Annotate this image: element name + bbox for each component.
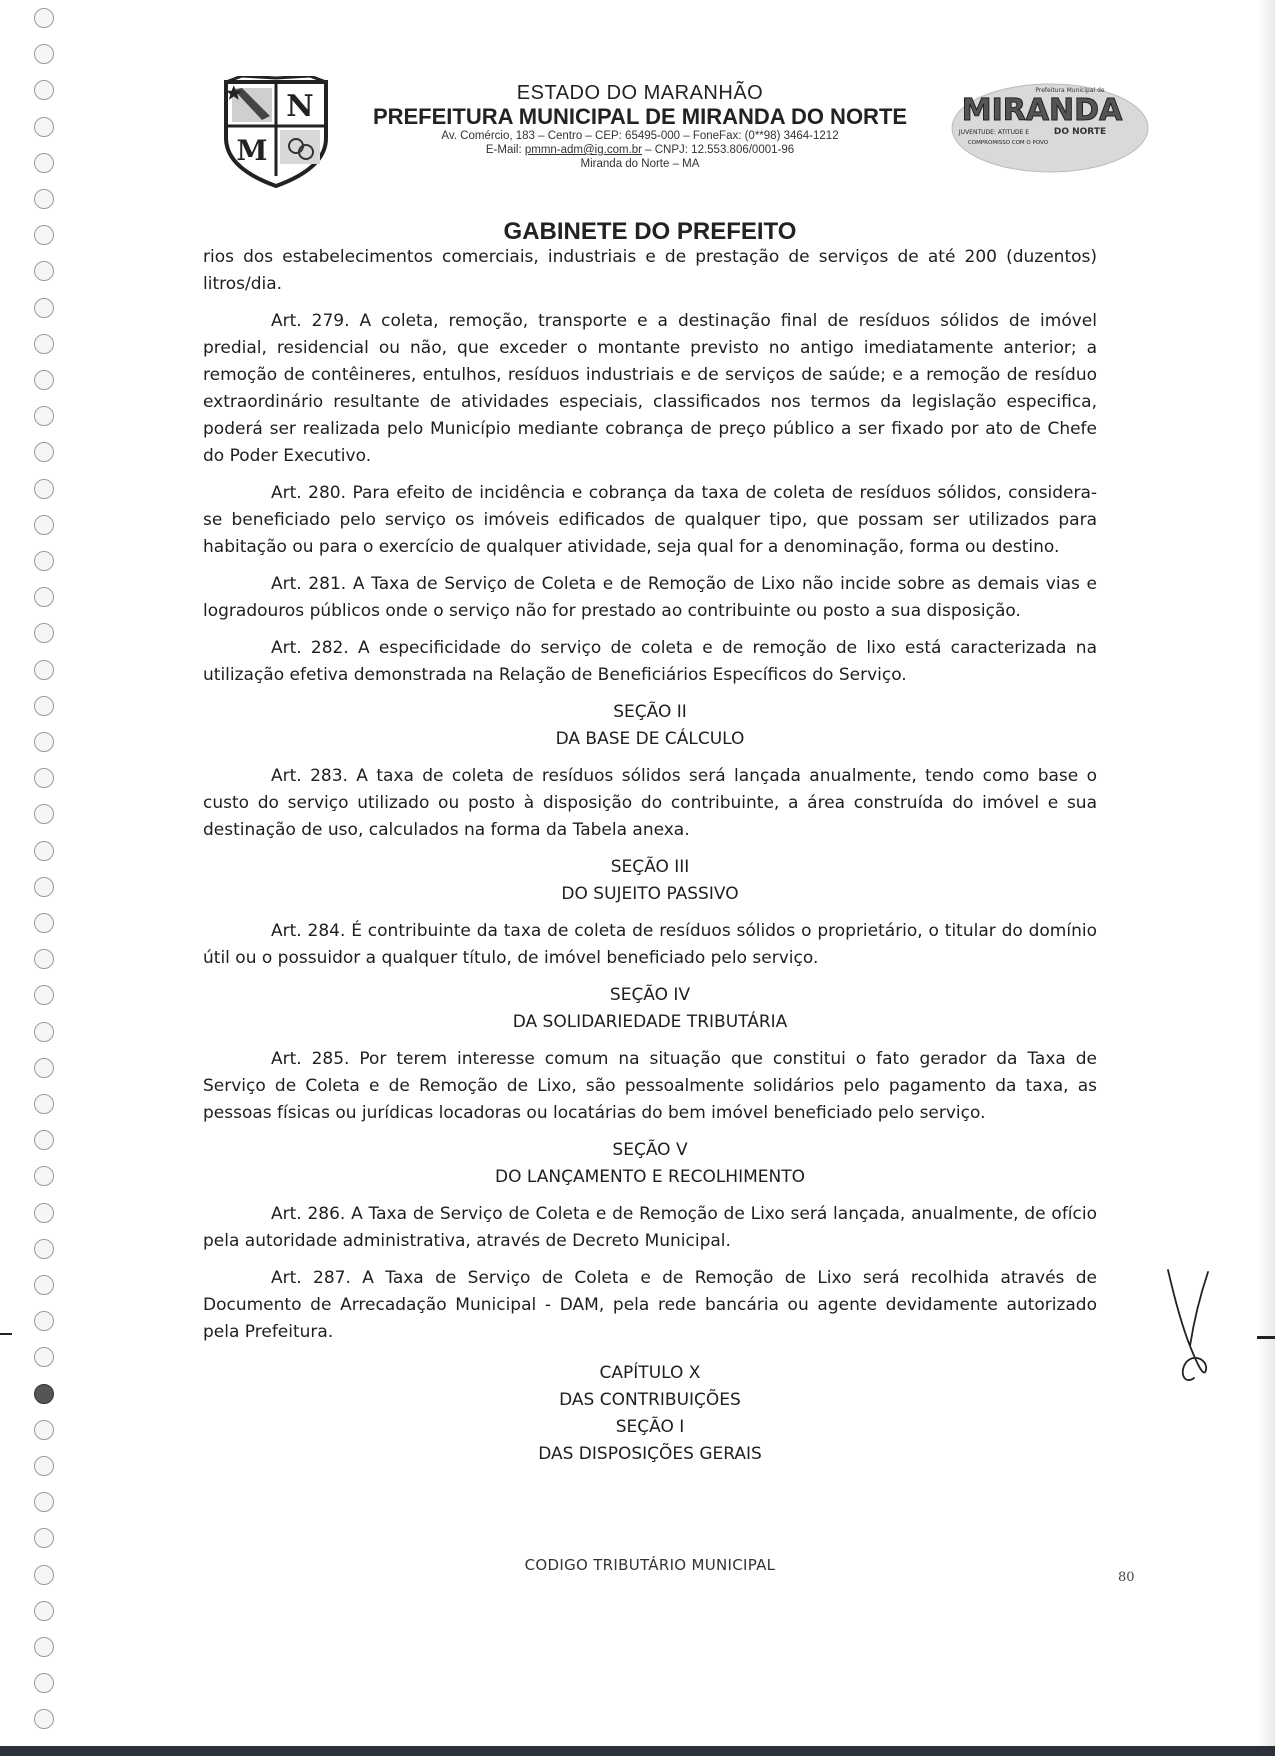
binder-hole	[34, 1601, 54, 1621]
binder-hole	[34, 1456, 54, 1476]
section-label: SEÇÃO II	[613, 702, 687, 722]
binder-hole	[34, 1528, 54, 1548]
binder-hole	[34, 1058, 54, 1078]
binder-hole	[34, 877, 54, 897]
binder-hole	[34, 587, 54, 607]
binder-hole	[34, 479, 54, 499]
binder-hole	[34, 1384, 54, 1404]
letterhead-prefecture: PREFEITURA MUNICIPAL DE MIRANDA DO NORTE	[372, 104, 908, 129]
binder-hole	[34, 515, 54, 535]
binder-holes	[34, 8, 58, 1748]
article-285: Art. 285. Por terem interesse comum na situação que constitui o fato gerador da Taxa de Serviço de Coleta e de Remoção de Lixo, são pessoalmente solidários pelo pagamento da taxa, as pessoas físicas ou jurídicas locadoras ou locatárias do bem imóvel beneficiado pelo serviço.	[203, 1049, 1097, 1123]
letterhead-address: Av. Comércio, 183 – Centro – CEP: 65495-000 – FoneFax: (0**98) 3464-1212	[441, 130, 839, 142]
section-title: DA BASE DE CÁLCULO	[555, 729, 745, 749]
continuation-paragraph: rios dos estabelecimentos comerciais, industriais e de prestação de serviços de até 200 (duzentos) litros/dia.	[203, 247, 1097, 294]
handwritten-initials	[1160, 1266, 1220, 1386]
binder-hole	[34, 1347, 54, 1367]
chapter-section-title: DAS DISPOSIÇÕES GERAIS	[538, 1444, 762, 1464]
binder-hole	[34, 1275, 54, 1295]
binder-hole	[34, 334, 54, 354]
logo-line2-text: DO NORTE	[1053, 127, 1107, 137]
binder-hole	[34, 949, 54, 969]
crest-letter-top: N	[286, 89, 314, 124]
article-287: Art. 287. A Taxa de Serviço de Coleta e de Remoção de Lixo será recolhida através de Documento de Arrecadação Municipal - DAM, pela rede bancária ou agente devidamente autorizado pela Prefeitura.	[203, 1268, 1097, 1342]
document-body	[203, 244, 1097, 1478]
binder-hole	[34, 442, 54, 462]
binder-hole	[34, 841, 54, 861]
article-281: Art. 281. A Taxa de Serviço de Coleta e de Remoção de Lixo não incide sobre as demais vias e logradouros públicos onde o serviço não for prestado ao contribuinte ou posto a sua disposição.	[203, 574, 1097, 621]
miranda-logo	[950, 78, 1150, 174]
binder-hole	[34, 1130, 54, 1150]
municipal-crest-icon	[222, 76, 330, 188]
section-2-heading	[203, 699, 1097, 753]
letterhead-state: ESTADO DO MARANHÃO	[516, 82, 764, 104]
binder-hole	[34, 985, 54, 1005]
binder-hole	[34, 1022, 54, 1042]
binder-hole	[34, 804, 54, 824]
article-284: Art. 284. É contribuinte da taxa de coleta de resíduos sólidos o proprietário, o titular do domínio útil ou o possuidor a qualquer título, de imóvel beneficiado pelo serviço.	[203, 921, 1097, 968]
binder-hole	[34, 1311, 54, 1331]
fold-mark-left	[0, 1333, 12, 1335]
binder-hole	[34, 623, 54, 643]
article-280: Art. 280. Para efeito de incidência e cobrança da taxa de coleta de resíduos sólidos, considera-se beneficiado pelo serviço os imóveis edificados de qualquer tipo, que possam ser utilizados para habitação ou para o exercício de qualquer atividade, seja qual for a denominação, forma ou destino.	[203, 483, 1097, 557]
binder-hole	[34, 1166, 54, 1186]
section-5-heading	[203, 1137, 1097, 1191]
binder-hole	[34, 80, 54, 100]
section-title: DA SOLIDARIEDADE TRIBUTÁRIA	[512, 1012, 788, 1032]
page-number: 80	[1118, 1570, 1135, 1585]
binder-hole	[34, 44, 54, 64]
binder-hole	[34, 406, 54, 426]
binder-hole	[34, 261, 54, 281]
scan-bottom-edge	[0, 1746, 1275, 1756]
section-4-heading	[203, 982, 1097, 1036]
article-286: Art. 286. A Taxa de Serviço de Coleta e de Remoção de Lixo será lançada, anualmente, de ofício pela autoridade administrativa, através de Decreto Municipal.	[203, 1204, 1097, 1251]
binder-hole	[34, 551, 54, 571]
section-label: SEÇÃO III	[610, 857, 690, 877]
logo-line3-text: COMPROMISSO COM O POVO	[967, 140, 1049, 146]
letterhead-contact	[340, 143, 940, 157]
binder-hole	[34, 225, 54, 245]
chapter-label: CAPÍTULO X	[599, 1363, 701, 1383]
section-label: SEÇÃO IV	[609, 985, 691, 1005]
logo-name-text: MIRANDA	[961, 93, 1123, 128]
binder-hole	[34, 732, 54, 752]
footer-title: CODIGO TRIBUTÁRIO MUNICIPAL	[524, 1556, 776, 1574]
binder-hole	[34, 768, 54, 788]
section-3-heading	[203, 854, 1097, 908]
article-279: Art. 279. A coleta, remoção, transporte e a destinação final de resíduos sólidos de imóvel predial, residencial ou não, que exceder o montante previsto no antigo imediatamente anterior; a remoção de contêineres, entulhos, resíduos industriais e de serviços de saúde; e a remoção de resíduo extraordinário resultante de atividades especiais, classificados nos termos da legislação especifica, poderá ser realizada pelo Município mediante cobrança de preço público a ser fixado por ato de Chefe do Poder Executivo.	[203, 311, 1097, 466]
article-282: Art. 282. A especificidade do serviço de coleta e de remoção de lixo está caracterizada na utilização efetiva demonstrada na Relação de Beneficiários Específicos do Serviço.	[203, 638, 1097, 685]
binder-hole	[34, 660, 54, 680]
fold-mark-right	[1257, 1336, 1275, 1339]
logo-line1-text: JUVENTUDE: ATITUDE E	[958, 129, 1030, 136]
binder-hole	[34, 696, 54, 716]
binder-hole	[34, 153, 54, 173]
binder-hole	[34, 370, 54, 390]
binder-hole	[34, 1709, 54, 1729]
chapter-title: DAS CONTRIBUIÇÕES	[559, 1390, 741, 1410]
crest-letter-bottom: M	[236, 134, 268, 167]
article-283: Art. 283. A taxa de coleta de resíduos sólidos será lançada anualmente, tendo como base o custo do serviço utilizado ou posto à disposição do contribuinte, a área construída do imóvel e sua destinação de uso, calculados na forma da Tabela anexa.	[203, 766, 1097, 840]
binder-hole	[34, 1203, 54, 1223]
section-label: SEÇÃO V	[612, 1140, 688, 1160]
binder-hole	[34, 1637, 54, 1657]
binder-hole	[34, 298, 54, 318]
binder-hole	[34, 913, 54, 933]
binder-hole	[34, 189, 54, 209]
email-link: pmmn-adm@ig.com.br	[524, 144, 642, 156]
logo-top-text: Prefeitura Municipal de	[1035, 87, 1105, 94]
chapter-10-heading	[203, 1360, 1097, 1468]
page-edge-shadow	[1257, 0, 1275, 1756]
office-title: GABINETE DO PREFEITO	[503, 218, 797, 245]
section-title: DO LANÇAMENTO E RECOLHIMENTO	[495, 1167, 805, 1187]
binder-hole	[34, 1420, 54, 1440]
letterhead-city: Miranda do Norte – MA	[580, 158, 700, 170]
chapter-section-label: SEÇÃO I	[615, 1417, 685, 1437]
cnpj-text: – CNPJ: 12.553.806/0001-96	[641, 144, 795, 156]
binder-hole	[34, 1492, 54, 1512]
section-title: DO SUJEITO PASSIVO	[561, 884, 739, 904]
binder-hole	[34, 117, 54, 137]
binder-hole	[34, 1565, 54, 1585]
binder-hole	[34, 1094, 54, 1114]
email-prefix: E-Mail:	[485, 144, 525, 156]
binder-hole	[34, 1673, 54, 1693]
binder-hole	[34, 1239, 54, 1259]
letterhead	[340, 82, 940, 171]
binder-hole	[34, 8, 54, 28]
